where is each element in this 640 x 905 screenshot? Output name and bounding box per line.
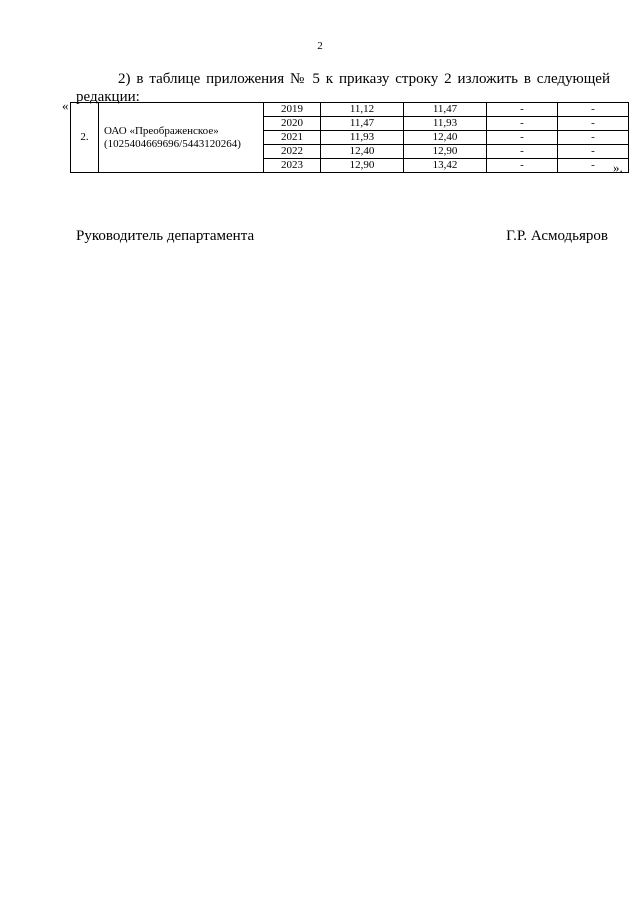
organization-cell (99, 103, 264, 173)
page-number: 2 (317, 40, 323, 52)
amendment-table (70, 102, 629, 173)
value-cell: - (487, 117, 558, 131)
value-cell: - (558, 159, 629, 173)
paragraph-line-1: 2) в таблице приложения № 5 к приказу строку 2 изложить в следующей (118, 71, 610, 87)
year-cell: 2020 (264, 117, 321, 131)
value-cell: 12,90 (321, 159, 404, 173)
organization-name: ОАО «Преображенское» (104, 124, 219, 137)
value-cell: - (558, 117, 629, 131)
value-cell: - (487, 159, 558, 173)
year-cell: 2021 (264, 131, 321, 145)
year-cell: 2023 (264, 159, 321, 173)
value-cell: 12,40 (404, 131, 487, 145)
value-cell: 11,12 (321, 103, 404, 117)
organization-ids: (1025404669696/5443120264) (104, 137, 241, 150)
paragraph-line-2: редакции: (76, 89, 140, 105)
value-cell: 11,47 (404, 103, 487, 117)
year-cell: 2022 (264, 145, 321, 159)
value-cell: - (487, 145, 558, 159)
value-cell: - (487, 131, 558, 145)
value-cell: - (558, 103, 629, 117)
signatory-name: Г.Р. Асмодьяров (506, 228, 608, 244)
value-cell: 12,90 (404, 145, 487, 159)
signatory-title: Руководитель департамента (76, 228, 255, 244)
value-cell: 13,42 (404, 159, 487, 173)
value-cell: 11,47 (321, 117, 404, 131)
row-number-cell: 2. (71, 103, 99, 173)
amendment-paragraph (76, 70, 610, 106)
value-cell: 12,40 (321, 145, 404, 159)
year-cell: 2019 (264, 103, 321, 117)
opening-quote: « (62, 98, 69, 113)
value-cell: 11,93 (404, 117, 487, 131)
table-row (71, 103, 629, 117)
closing-quote: ». (613, 160, 623, 175)
value-cell: 11,93 (321, 131, 404, 145)
value-cell: - (487, 103, 558, 117)
value-cell: - (558, 131, 629, 145)
value-cell: - (558, 145, 629, 159)
